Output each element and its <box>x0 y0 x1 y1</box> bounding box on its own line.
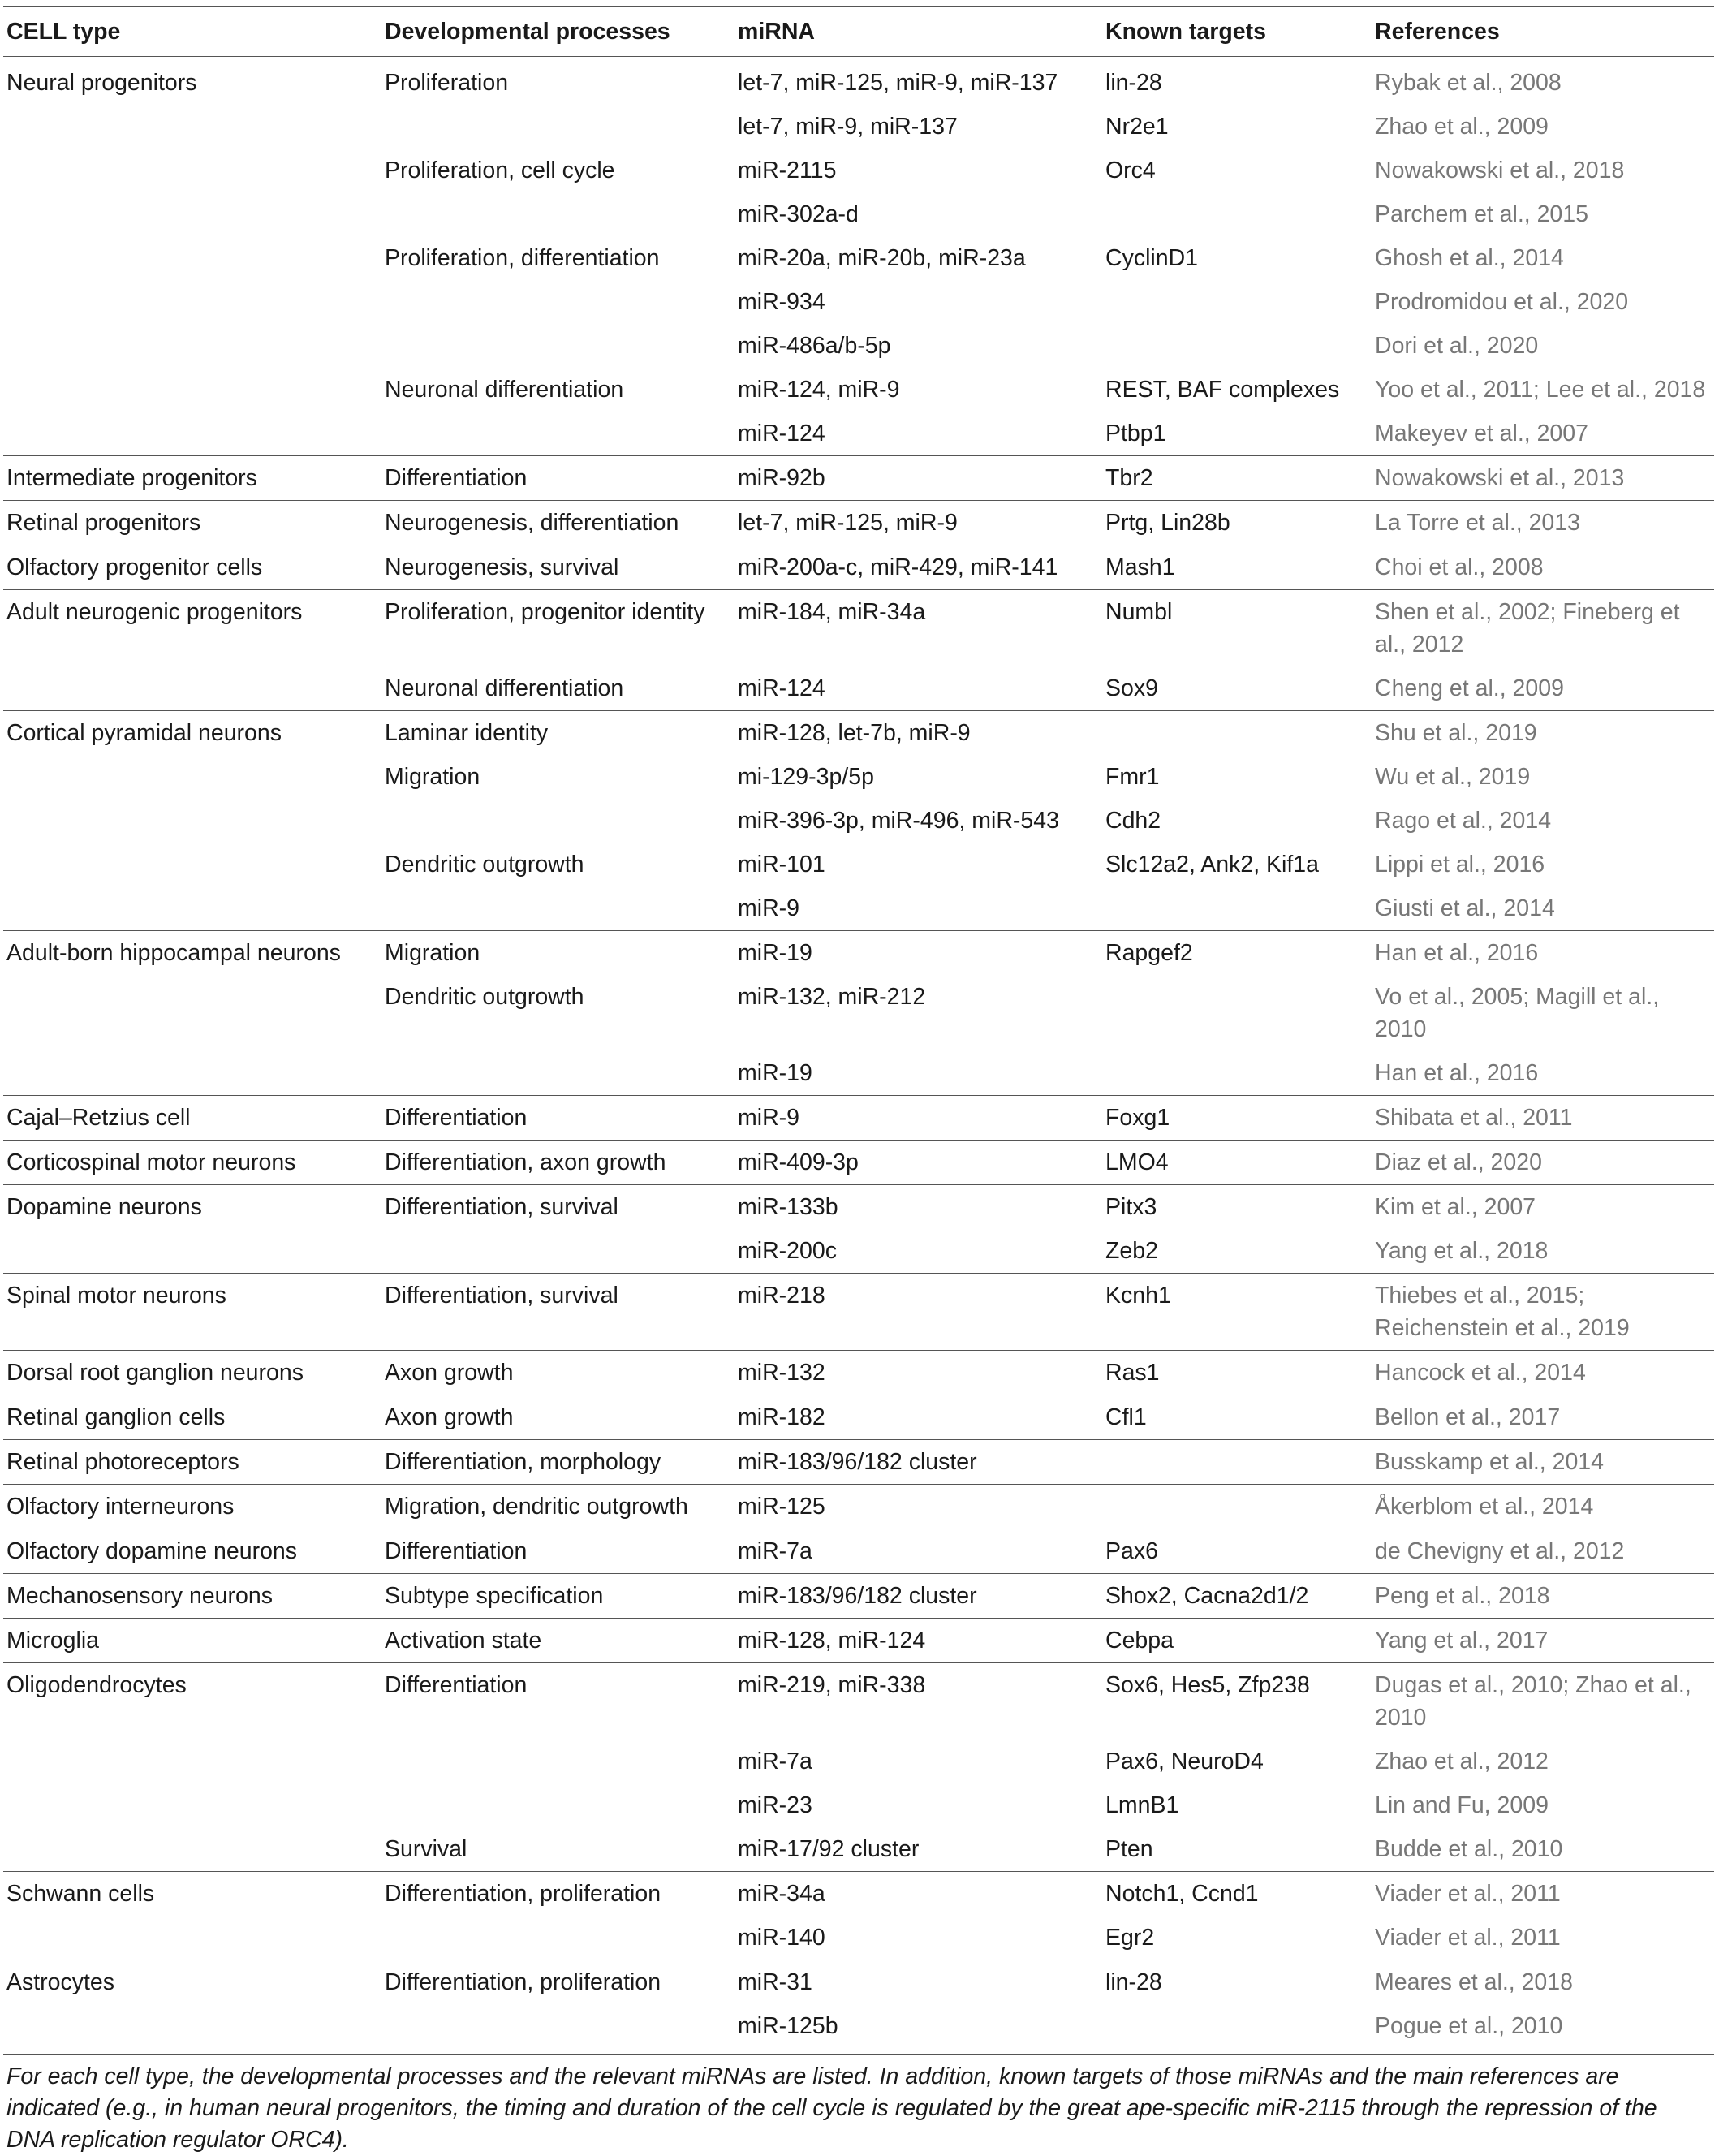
mirna-cell: miR-132 <box>735 1351 1102 1395</box>
reference-cell: Shen et al., 2002; Fineberg et al., 2012 <box>1372 590 1714 667</box>
header-row <box>3 7 1714 57</box>
reference-cell: Cheng et al., 2009 <box>1375 675 1564 701</box>
cell-type-cell: Adult neurogenic progenitors <box>3 590 381 667</box>
process-cell: Migration <box>385 764 480 790</box>
mirna-cell: miR-7a <box>735 1529 1102 1574</box>
target-cell <box>1102 1051 1372 1096</box>
target-cell: lin-28 <box>1105 70 1162 96</box>
cell-type-cell: Intermediate progenitors <box>3 456 381 501</box>
cell-type-cell: Olfactory progenitor cells <box>3 545 381 590</box>
cell-type-cell: Astrocytes <box>3 1960 381 2005</box>
target-cell: Fmr1 <box>1105 764 1160 790</box>
target-cell: Rapgef2 <box>1102 931 1372 976</box>
reference-cell: La Torre et al., 2013 <box>1372 501 1714 545</box>
process-cell <box>381 192 735 236</box>
reference-cell: Yang et al., 2018 <box>1375 1238 1549 1264</box>
reference-cell: Vo et al., 2005; Magill et al., 2010 <box>1375 984 1660 1042</box>
target-cell: Egr2 <box>1105 1925 1155 1951</box>
reference-cell: Bellon et al., 2017 <box>1372 1395 1714 1440</box>
table-row <box>3 1096 1714 1141</box>
cell-type-cell: Schwann cells <box>3 1872 381 1917</box>
cell-type-cell <box>3 1783 381 1827</box>
process-cell: Neurogenesis, differentiation <box>381 501 735 545</box>
mirna-cell: miR-140 <box>738 1925 825 1951</box>
target-cell: Notch1, Ccnd1 <box>1102 1872 1372 1917</box>
table-row <box>3 1872 1714 1917</box>
reference-cell: Dugas et al., 2010; Zhao et al., 2010 <box>1372 1663 1714 1740</box>
target-cell: Pax6 <box>1102 1529 1372 1574</box>
reference-cell: Kim et al., 2007 <box>1372 1185 1714 1230</box>
table-row <box>3 886 1714 931</box>
mirna-cell: miR-92b <box>735 456 1102 501</box>
table-row <box>3 1485 1714 1529</box>
process-cell <box>381 280 735 324</box>
target-cell: Pax6, NeuroD4 <box>1105 1749 1264 1774</box>
process-cell: Differentiation, survival <box>381 1185 735 1230</box>
table-row <box>3 2004 1714 2055</box>
header-developmental-processes: Developmental processes <box>381 7 735 57</box>
mirna-cell: miR-2115 <box>738 157 837 183</box>
reference-cell: Diaz et al., 2020 <box>1372 1141 1714 1185</box>
mirna-cell: let-7, miR-9, miR-137 <box>738 114 958 140</box>
reference-cell: Peng et al., 2018 <box>1372 1574 1714 1619</box>
mirna-cell: miR-19 <box>738 1060 812 1086</box>
cell-type-cell: Corticospinal motor neurons <box>3 1141 381 1185</box>
cell-type-cell <box>3 886 381 931</box>
reference-cell: Rago et al., 2014 <box>1375 808 1552 834</box>
reference-cell: Budde et al., 2010 <box>1375 1836 1563 1862</box>
table-row <box>3 1141 1714 1185</box>
reference-cell: Han et al., 2016 <box>1375 1060 1539 1086</box>
mirna-cell: miR-132, miR-212 <box>738 984 926 1010</box>
reference-cell: Nowakowski et al., 2013 <box>1372 456 1714 501</box>
target-cell: Cdh2 <box>1105 808 1161 834</box>
target-cell: Tbr2 <box>1102 456 1372 501</box>
mirna-cell: miR-128, let-7b, miR-9 <box>735 711 1102 756</box>
reference-cell: Thiebes et al., 2015; Reichenstein et al., 2019 <box>1372 1274 1714 1351</box>
process-cell: Dendritic outgrowth <box>385 984 584 1010</box>
table-row <box>3 324 1714 368</box>
table-row <box>3 1051 1714 1096</box>
process-cell <box>381 1229 735 1274</box>
header-known-targets: Known targets <box>1102 7 1372 57</box>
mirna-table <box>3 6 1714 2055</box>
process-cell <box>381 412 735 456</box>
target-cell <box>1102 1440 1372 1485</box>
mirna-cell: miR-934 <box>738 289 825 315</box>
process-cell: Differentiation, proliferation <box>381 1960 735 2005</box>
table-row <box>3 545 1714 590</box>
table-row <box>3 149 1714 192</box>
table-row <box>3 1663 1714 1740</box>
target-cell: Shox2, Cacna2d1/2 <box>1102 1574 1372 1619</box>
process-cell: Proliferation, differentiation <box>385 245 660 271</box>
table-row <box>3 666 1714 711</box>
reference-cell: Viader et al., 2011 <box>1375 1925 1561 1951</box>
process-cell: Differentiation, morphology <box>381 1440 735 1485</box>
target-cell <box>1102 192 1372 236</box>
reference-cell: de Chevigny et al., 2012 <box>1372 1529 1714 1574</box>
target-cell: LmnB1 <box>1105 1792 1179 1818</box>
target-cell: CyclinD1 <box>1105 245 1199 271</box>
mirna-cell: miR-101 <box>738 852 825 877</box>
table-row <box>3 931 1714 976</box>
reference-cell: Shu et al., 2019 <box>1372 711 1714 756</box>
process-cell: Survival <box>385 1836 467 1862</box>
table-row <box>3 1783 1714 1827</box>
table-row <box>3 1274 1714 1351</box>
table-row <box>3 975 1714 1051</box>
cell-type-cell <box>3 280 381 324</box>
target-cell: Slc12a2, Ank2, Kif1a <box>1105 852 1320 877</box>
cell-type-cell: Olfactory interneurons <box>3 1485 381 1529</box>
process-cell: Proliferation <box>385 70 509 96</box>
process-cell: Laminar identity <box>381 711 735 756</box>
table-row <box>3 1827 1714 1872</box>
table-row <box>3 501 1714 545</box>
process-cell: Neurogenesis, survival <box>381 545 735 590</box>
reference-cell: Hancock et al., 2014 <box>1372 1351 1714 1395</box>
target-cell: Prtg, Lin28b <box>1102 501 1372 545</box>
target-cell: Mash1 <box>1102 545 1372 590</box>
table-row <box>3 1529 1714 1574</box>
cell-type-cell <box>3 105 381 149</box>
process-cell <box>381 886 735 931</box>
table-row <box>3 799 1714 843</box>
cell-type-cell: Microglia <box>3 1619 381 1663</box>
cell-type-cell <box>3 666 381 711</box>
process-cell <box>381 799 735 843</box>
reference-cell: Han et al., 2016 <box>1372 931 1714 976</box>
table-row <box>3 1916 1714 1960</box>
reference-cell: Meares et al., 2018 <box>1372 1960 1714 2005</box>
table-row <box>3 1229 1714 1274</box>
mirna-cell: miR-219, miR-338 <box>735 1663 1102 1740</box>
mirna-cell: miR-20a, miR-20b, miR-23a <box>738 245 1026 271</box>
process-cell <box>381 105 735 149</box>
process-cell: Dendritic outgrowth <box>385 852 584 877</box>
target-cell: Nr2e1 <box>1105 114 1169 140</box>
table-footnote: For each cell type, the developmental processes and the relevant miRNAs are listed. In addition, known targets of those miRNAs and the main references are indicated (e.g., in human neural progenitors, the timing and duration of the cell cycle is regulated by the great ape-specific miR-2115 through the repression of the DNA replication regulator ORC4). <box>6 2063 1657 2153</box>
mirna-cell: miR-200a-c, miR-429, miR-141 <box>735 545 1102 590</box>
mirna-cell: miR-133b <box>735 1185 1102 1230</box>
reference-cell: Busskamp et al., 2014 <box>1372 1440 1714 1485</box>
target-cell: Orc4 <box>1105 157 1156 183</box>
reference-cell: Giusti et al., 2014 <box>1375 895 1555 921</box>
reference-cell: Zhao et al., 2012 <box>1375 1749 1549 1774</box>
process-cell <box>381 1783 735 1827</box>
cell-type-cell <box>3 755 381 799</box>
cell-type-cell <box>3 1740 381 1783</box>
target-cell: Zeb2 <box>1105 1238 1158 1264</box>
target-cell: Numbl <box>1102 590 1372 667</box>
mirna-cell: miR-19 <box>735 931 1102 976</box>
process-cell <box>381 1916 735 1960</box>
mirna-cell: miR-218 <box>735 1274 1102 1351</box>
mirna-cell: miR-128, miR-124 <box>735 1619 1102 1663</box>
reference-cell: Dori et al., 2020 <box>1375 333 1539 359</box>
table-row <box>3 1960 1714 2005</box>
mirna-cell: miR-124, miR-9 <box>738 377 900 403</box>
process-cell: Differentiation <box>381 456 735 501</box>
mirna-cell: miR-17/92 cluster <box>738 1836 920 1862</box>
mirna-cell: miR-125b <box>735 2004 1102 2055</box>
process-cell: Migration <box>381 931 735 976</box>
target-cell: Pten <box>1105 1836 1153 1862</box>
process-cell <box>381 1740 735 1783</box>
cell-type-cell <box>3 975 381 1051</box>
reference-cell: Yoo et al., 2011; Lee et al., 2018 <box>1375 377 1706 403</box>
table-row <box>3 1351 1714 1395</box>
process-cell: Migration, dendritic outgrowth <box>381 1485 735 1529</box>
table-row <box>3 711 1714 756</box>
reference-cell: Nowakowski et al., 2018 <box>1375 157 1625 183</box>
target-cell: Pitx3 <box>1102 1185 1372 1230</box>
reference-cell: Lippi et al., 2016 <box>1375 852 1545 877</box>
reference-cell: Rybak et al., 2008 <box>1375 70 1562 96</box>
reference-cell: Parchem et al., 2015 <box>1375 201 1588 227</box>
reference-cell: Wu et al., 2019 <box>1375 764 1531 790</box>
target-cell <box>1102 324 1372 368</box>
cell-type-cell: Adult-born hippocampal neurons <box>3 931 381 976</box>
cell-type-cell: Retinal photoreceptors <box>3 1440 381 1485</box>
table-row <box>3 105 1714 149</box>
reference-cell: Zhao et al., 2009 <box>1375 114 1549 140</box>
table-row <box>3 368 1714 412</box>
table-row <box>3 236 1714 280</box>
process-cell: Neuronal differentiation <box>385 675 624 701</box>
process-cell: Differentiation <box>381 1529 735 1574</box>
process-cell <box>381 2004 735 2055</box>
process-cell: Differentiation, survival <box>381 1274 735 1351</box>
cell-type-cell <box>3 412 381 456</box>
process-cell: Proliferation, progenitor identity <box>381 590 735 667</box>
cell-type-cell: Retinal progenitors <box>3 501 381 545</box>
target-cell <box>1102 1485 1372 1529</box>
table-row <box>3 1619 1714 1663</box>
target-cell: LMO4 <box>1102 1141 1372 1185</box>
cell-type-cell <box>3 1051 381 1096</box>
mirna-cell: miR-409-3p <box>735 1141 1102 1185</box>
mirna-cell: miR-124 <box>738 420 825 446</box>
target-cell: lin-28 <box>1102 1960 1372 2005</box>
cell-type-cell <box>3 149 381 192</box>
process-cell: Differentiation <box>381 1663 735 1740</box>
table-row <box>3 1574 1714 1619</box>
process-cell: Neuronal differentiation <box>385 377 624 403</box>
process-cell: Axon growth <box>381 1395 735 1440</box>
mirna-cell: miR-31 <box>735 1960 1102 2005</box>
target-cell: Sox9 <box>1105 675 1158 701</box>
reference-cell: Choi et al., 2008 <box>1372 545 1714 590</box>
target-cell: REST, BAF complexes <box>1105 377 1340 403</box>
process-cell <box>381 1051 735 1096</box>
mirna-cell: miR-396-3p, miR-496, miR-543 <box>738 808 1059 834</box>
cell-type-cell <box>3 192 381 236</box>
mirna-cell: let-7, miR-125, miR-9 <box>735 501 1102 545</box>
table-row <box>3 1440 1714 1485</box>
process-cell: Differentiation, proliferation <box>381 1872 735 1917</box>
target-cell: Sox6, Hes5, Zfp238 <box>1102 1663 1372 1740</box>
mirna-cell: miR-183/96/182 cluster <box>735 1574 1102 1619</box>
table-row <box>3 1185 1714 1230</box>
target-cell: Foxg1 <box>1102 1096 1372 1141</box>
target-cell <box>1102 975 1372 1051</box>
cell-type-cell: Dopamine neurons <box>3 1185 381 1230</box>
cell-type-cell <box>3 368 381 412</box>
cell-type-cell <box>3 843 381 886</box>
reference-cell: Prodromidou et al., 2020 <box>1375 289 1629 315</box>
reference-cell: Lin and Fu, 2009 <box>1375 1792 1549 1818</box>
cell-type-cell: Neural progenitors <box>6 70 197 96</box>
header-references: References <box>1372 7 1714 57</box>
reference-cell: Åkerblom et al., 2014 <box>1372 1485 1714 1529</box>
target-cell <box>1102 2004 1372 2055</box>
process-cell: Axon growth <box>381 1351 735 1395</box>
table-body <box>3 57 1714 2055</box>
process-cell <box>381 324 735 368</box>
target-cell <box>1102 711 1372 756</box>
table-row <box>3 590 1714 667</box>
mirna-cell: miR-9 <box>735 1096 1102 1141</box>
table-row <box>3 755 1714 799</box>
cell-type-cell: Dorsal root ganglion neurons <box>3 1351 381 1395</box>
target-cell: Ptbp1 <box>1105 420 1166 446</box>
mirna-cell: miR-184, miR-34a <box>735 590 1102 667</box>
process-cell: Differentiation <box>381 1096 735 1141</box>
cell-type-cell <box>3 1827 381 1872</box>
cell-type-cell: Retinal ganglion cells <box>3 1395 381 1440</box>
process-cell: Differentiation, axon growth <box>381 1141 735 1185</box>
table-row <box>3 57 1714 106</box>
header-cell-type: CELL type <box>3 7 381 57</box>
target-cell: Kcnh1 <box>1102 1274 1372 1351</box>
mirna-cell: miR-183/96/182 cluster <box>735 1440 1102 1485</box>
table-row <box>3 280 1714 324</box>
reference-cell: Makeyev et al., 2007 <box>1375 420 1588 446</box>
table-row <box>3 843 1714 886</box>
cell-type-cell: Cajal–Retzius cell <box>3 1096 381 1141</box>
reference-cell: Ghosh et al., 2014 <box>1375 245 1564 271</box>
target-cell <box>1102 886 1372 931</box>
process-cell: Activation state <box>381 1619 735 1663</box>
mirna-cell: miR-200c <box>738 1238 837 1264</box>
target-cell <box>1102 280 1372 324</box>
table-container <box>3 6 1714 2156</box>
mirna-cell: let-7, miR-125, miR-9, miR-137 <box>738 70 1058 96</box>
mirna-cell: miR-302a-d <box>738 201 859 227</box>
table-row <box>3 456 1714 501</box>
process-cell: Proliferation, cell cycle <box>385 157 615 183</box>
reference-cell: Pogue et al., 2010 <box>1372 2004 1714 2055</box>
mirna-cell: miR-486a/b-5p <box>738 333 891 359</box>
cell-type-cell <box>3 1916 381 1960</box>
reference-cell: Yang et al., 2017 <box>1372 1619 1714 1663</box>
cell-type-cell <box>3 799 381 843</box>
cell-type-cell: Cortical pyramidal neurons <box>3 711 381 756</box>
mirna-cell: miR-34a <box>735 1872 1102 1917</box>
cell-type-cell <box>3 1229 381 1274</box>
cell-type-cell: Oligodendrocytes <box>3 1663 381 1740</box>
target-cell: Cebpa <box>1102 1619 1372 1663</box>
reference-cell: Shibata et al., 2011 <box>1372 1096 1714 1141</box>
process-cell: Subtype specification <box>381 1574 735 1619</box>
cell-type-cell: Mechanosensory neurons <box>3 1574 381 1619</box>
mirna-cell: miR-23 <box>738 1792 812 1818</box>
cell-type-cell: Spinal motor neurons <box>3 1274 381 1351</box>
cell-type-cell: Olfactory dopamine neurons <box>3 1529 381 1574</box>
reference-cell: Viader et al., 2011 <box>1372 1872 1714 1917</box>
table-row <box>3 1740 1714 1783</box>
cell-type-cell <box>3 324 381 368</box>
table-row <box>3 192 1714 236</box>
header-mirna: miRNA <box>735 7 1102 57</box>
target-cell: Cfl1 <box>1102 1395 1372 1440</box>
table-row <box>3 1395 1714 1440</box>
cell-type-cell <box>3 2004 381 2055</box>
mirna-cell: miR-7a <box>738 1749 812 1774</box>
mirna-cell: miR-124 <box>738 675 825 701</box>
target-cell: Ras1 <box>1102 1351 1372 1395</box>
mirna-cell: miR-9 <box>738 895 799 921</box>
cell-type-cell <box>3 236 381 280</box>
mirna-cell: miR-182 <box>735 1395 1102 1440</box>
mirna-cell: miR-125 <box>735 1485 1102 1529</box>
table-row <box>3 412 1714 456</box>
mirna-cell: mi-129-3p/5p <box>738 764 874 790</box>
